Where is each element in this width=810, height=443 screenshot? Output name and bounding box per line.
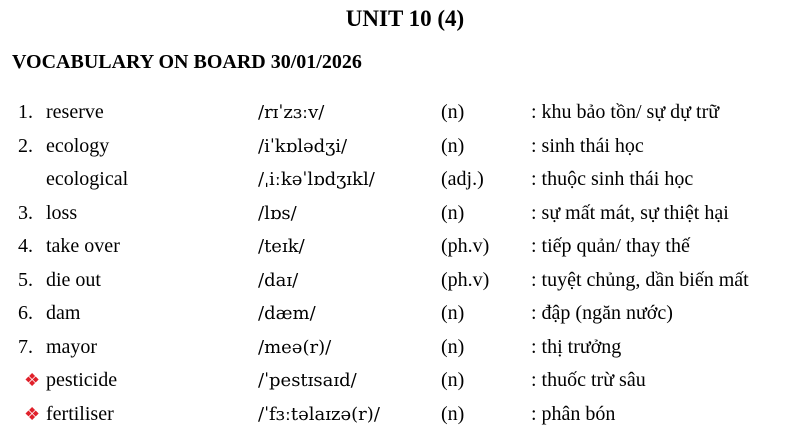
vocab-meaning: : tiếp quản/ thay thế — [531, 235, 690, 257]
diamond-bullet-icon: ❖ — [24, 403, 41, 424]
vocab-part-of-speech: (n) — [441, 101, 465, 123]
vocab-meaning: : thuốc trừ sâu — [531, 369, 646, 391]
vocab-row — [0, 130, 810, 164]
vocab-word: ecology — [46, 134, 110, 157]
vocab-part-of-speech: (n) — [441, 134, 465, 157]
vocab-part-of-speech: (ph.v) — [441, 268, 490, 291]
vocab-meaning: : tuyệt chủng, dần biến mất — [531, 268, 749, 291]
vocab-word: pesticide — [46, 369, 118, 391]
vocabulary-list — [0, 96, 810, 431]
vocab-part-of-speech: (n) — [441, 402, 465, 425]
vocab-pronunciation: /dæm/ — [258, 303, 316, 324]
vocab-meaning: : thị trưởng — [531, 335, 622, 358]
vocab-pronunciation: /ˌiːkəˈlɒdʒɪkl/ — [258, 169, 375, 190]
vocab-word: fertiliser — [46, 402, 114, 425]
vocab-part-of-speech: (ph.v) — [441, 235, 490, 257]
vocab-part-of-speech: (n) — [441, 335, 465, 358]
vocab-row — [0, 264, 810, 298]
vocab-part-of-speech: (n) — [441, 369, 465, 391]
vocab-row — [0, 297, 810, 331]
page-title: UNIT 10 (4) — [345, 6, 465, 31]
vocab-row — [0, 364, 810, 398]
vocab-word: loss — [46, 201, 78, 224]
item-number: 5. — [18, 268, 33, 291]
vocab-meaning: : khu bảo tồn/ sự dự trữ — [531, 101, 720, 123]
vocab-part-of-speech: (n) — [441, 201, 465, 224]
vocab-pronunciation: /ˈpestɪsaɪd/ — [258, 370, 357, 391]
vocabulary-heading: VOCABULARY ON BOARD 30/01/2026 — [12, 51, 362, 73]
item-number: 7. — [18, 335, 33, 358]
vocab-pronunciation: /daɪ/ — [258, 269, 299, 291]
vocab-word: die out — [46, 268, 101, 291]
vocab-row — [0, 230, 810, 264]
vocab-row — [0, 398, 810, 432]
item-number: 1. — [18, 101, 33, 123]
vocab-row — [0, 331, 810, 365]
vocab-word: dam — [46, 302, 81, 324]
vocab-pronunciation: /rɪˈzɜːv/ — [258, 102, 325, 123]
item-number: 4. — [18, 235, 33, 257]
vocab-row — [0, 96, 810, 130]
item-number: 2. — [18, 134, 33, 157]
vocab-meaning: : sinh thái học — [531, 134, 644, 157]
vocab-word: reserve — [46, 101, 104, 123]
vocab-part-of-speech: (n) — [441, 302, 465, 324]
item-number: 3. — [18, 201, 33, 224]
vocab-meaning: : thuộc sinh thái học — [531, 168, 694, 190]
vocab-word: take over — [46, 235, 120, 257]
item-number: 6. — [18, 302, 33, 324]
vocab-pronunciation: /teɪk/ — [258, 236, 305, 257]
vocab-row — [0, 197, 810, 231]
vocab-pronunciation: /iˈkɒlədʒi/ — [258, 135, 348, 157]
vocab-meaning: : đập (ngăn nước) — [531, 302, 673, 324]
vocab-word: ecological — [46, 168, 129, 190]
vocab-pronunciation: /meə(r)/ — [258, 336, 332, 358]
vocab-meaning: : phân bón — [531, 402, 616, 425]
diamond-bullet-icon: ❖ — [24, 370, 41, 390]
vocab-meaning: : sự mất mát, sự thiệt hại — [531, 201, 729, 224]
vocab-pronunciation: /ˈfɜːtəlaɪzə(r)/ — [258, 403, 380, 425]
vocab-word: mayor — [46, 335, 98, 358]
vocab-row — [0, 163, 810, 197]
vocab-pronunciation: /lɒs/ — [258, 202, 297, 224]
vocab-part-of-speech: (adj.) — [441, 168, 484, 190]
